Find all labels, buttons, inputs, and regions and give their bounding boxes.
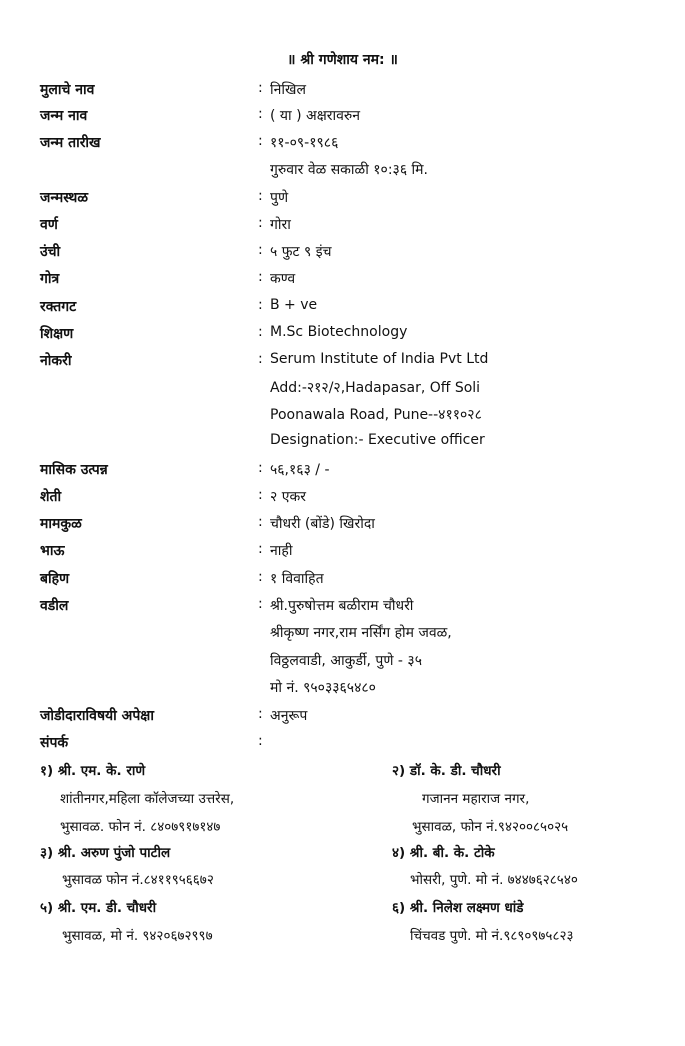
field-value: चौधरी (बोंडे) खिरोदा [270, 516, 375, 532]
field-label: जोडीदाराविषयी अपेक्षा [40, 708, 154, 724]
field-value: ११-०९-१९८६ [270, 135, 339, 151]
job-designation: Designation:- Executive officer [270, 432, 485, 448]
contact-2-address: गजानन महाराज नगर, [422, 791, 530, 807]
field-value: १ विवाहित [270, 571, 324, 587]
field-label: बहिण [40, 571, 70, 587]
field-education [40, 324, 660, 348]
colon: : [258, 215, 263, 231]
field-value: निखिल [270, 82, 306, 98]
contact-5-name: ५) श्री. एम. डी. चौधरी [40, 900, 157, 916]
field-label: संपर्क [40, 735, 69, 751]
colon: : [258, 133, 263, 149]
colon: : [258, 106, 263, 122]
colon: : [258, 487, 263, 503]
contact-4-name: ४) श्री. बी. के. टोके [392, 845, 495, 861]
field-value: Serum Institute of India Pvt Ltd [270, 351, 489, 367]
field-label: शेती [40, 489, 62, 505]
colon: : [258, 188, 263, 204]
field-label: वडील [40, 598, 69, 614]
contact-1-address: शांतीनगर,महिला कॉलेजच्या उत्तरेस, [60, 791, 235, 807]
field-farming [40, 487, 660, 511]
field-birth-date [40, 133, 660, 157]
contact-4-phone: भोसरी, पुणे. मो नं. ७४४७६२८५४० [410, 872, 578, 888]
colon: : [258, 80, 263, 96]
contact-6-name: ६) श्री. निलेश लक्ष्मण धांडे [392, 900, 524, 916]
father-phone: मो नं. ९५०३३६५४८० [270, 680, 376, 696]
field-birth-place [40, 188, 660, 212]
birth-time: गुरुवार वेळ सकाळी १०:३६ मि. [270, 162, 429, 178]
colon: : [258, 733, 263, 749]
father-address-line: श्रीकृष्ण नगर,राम नर्सिंग होम जवळ, [270, 625, 452, 641]
field-mamkul [40, 514, 660, 538]
field-value: नाही [270, 543, 293, 559]
field-complexion [40, 215, 660, 239]
field-value: अनुरूप [270, 708, 308, 724]
field-value: कण्व [270, 271, 296, 287]
field-value: B + ve [270, 297, 318, 313]
field-label: जन्म नाव [40, 108, 88, 124]
colon: : [258, 242, 263, 258]
job-address-line: Add:-२१२/२,Hadapasar, Off Soli [270, 380, 481, 396]
contact-2-phone: भुसावळ, फोन नं.९४२००८५०२५ [412, 819, 569, 835]
father-address-line: विठ्ठलवाडी, आकुर्डी, पुणे - ३५ [270, 653, 422, 669]
field-label: उंची [40, 244, 61, 260]
field-value: गोरा [270, 217, 291, 233]
field-blood-group [40, 297, 660, 321]
field-value: ५६,१६३ / - [270, 462, 330, 478]
field-sister [40, 569, 660, 593]
field-label: मासिक उत्पन्न [40, 462, 108, 478]
field-value: ( या ) अक्षरावरुन [270, 108, 361, 124]
field-value: पुणे [270, 190, 289, 206]
colon: : [258, 351, 263, 367]
field-height [40, 242, 660, 266]
field-value: ५ फुट ९ इंच [270, 244, 332, 260]
field-label: रक्तगट [40, 299, 77, 315]
field-contact [40, 733, 660, 757]
field-label: नोकरी [40, 353, 72, 369]
colon: : [258, 541, 263, 557]
contact-3-phone: भुसावळ फोन नं.८४११९५६६७२ [62, 872, 214, 888]
colon: : [258, 324, 263, 340]
field-label: शिक्षण [40, 326, 74, 342]
colon: : [258, 297, 263, 313]
field-value: M.Sc Biotechnology [270, 324, 408, 340]
field-label: जन्मस्थळ [40, 190, 88, 206]
contact-3-name: ३) श्री. अरुण पुंजो पाटील [40, 845, 171, 861]
field-expectation [40, 706, 660, 730]
colon: : [258, 269, 263, 285]
field-father [40, 596, 660, 620]
field-label: गोत्र [40, 271, 60, 287]
field-job [40, 351, 660, 375]
colon: : [258, 569, 263, 585]
contact-1-name: १) श्री. एम. के. राणे [40, 763, 146, 779]
colon: : [258, 514, 263, 530]
contact-2-name: २) डॉ. के. डी. चौधरी [392, 763, 501, 779]
field-label: मुलाचे नाव [40, 82, 95, 98]
field-gotra [40, 269, 660, 293]
field-label: वर्ण [40, 217, 58, 233]
field-income [40, 460, 660, 484]
contact-6-phone: चिंचवड पुणे. मो नं.९८९०९७५८२३ [410, 928, 574, 944]
field-boy-name [40, 80, 660, 104]
page-title: ॥ श्री गणेशाय नम: ॥ [287, 52, 398, 68]
field-value: श्री.पुरुषोत्तम बळीराम चौधरी [270, 598, 414, 614]
field-label: भाऊ [40, 543, 65, 559]
colon: : [258, 596, 263, 612]
colon: : [258, 460, 263, 476]
field-birth-name [40, 106, 660, 130]
job-address-line: Poonawala Road, Pune--४११०२८ [270, 407, 482, 423]
contact-5-phone: भुसावळ, मो नं. ९४२०६७२९९७ [62, 928, 213, 944]
colon: : [258, 706, 263, 722]
contact-1-phone: भुसावळ. फोन नं. ८४०७९१७१४७ [60, 819, 221, 835]
field-value: २ एकर [270, 489, 306, 505]
field-brother [40, 541, 660, 565]
field-label: मामकुळ [40, 516, 82, 532]
field-label: जन्म तारीख [40, 135, 101, 151]
